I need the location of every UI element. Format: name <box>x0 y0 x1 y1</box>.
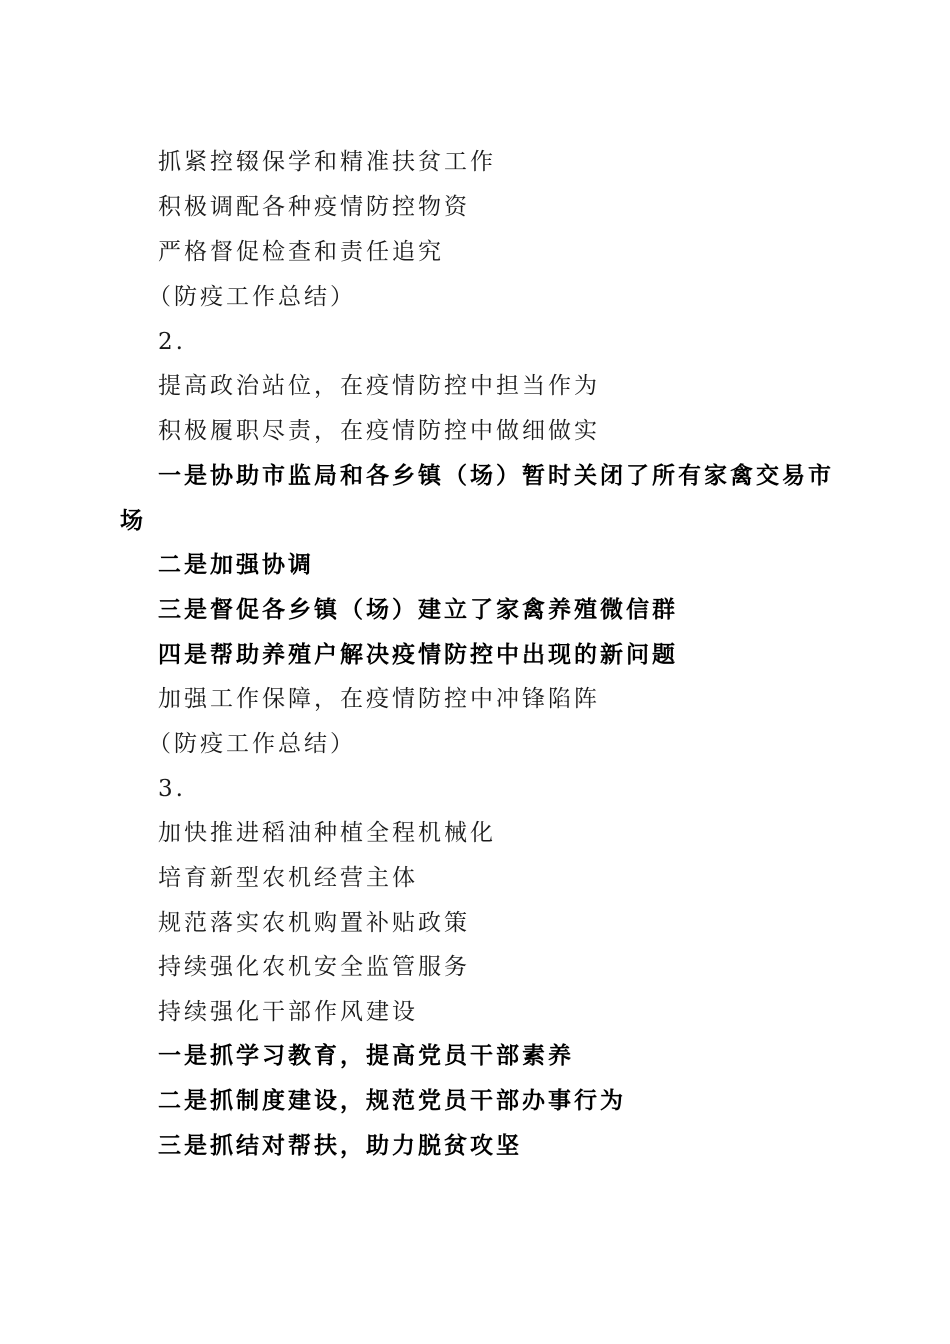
text-line: 加强工作保障，在疫情防控中冲锋陷阵 <box>158 686 600 712</box>
text-line: 四是帮助养殖户解决疫情防控中出现的新问题 <box>158 641 678 668</box>
text-line: 培育新型农机经营主体 <box>158 865 418 891</box>
text-line: 一是抓学习教育，提高党员干部素养 <box>158 1042 574 1069</box>
text-line: 严格督促检查和责任追究 <box>158 239 444 265</box>
text-line: 三是抓结对帮扶，助力脱贫攻坚 <box>158 1132 522 1159</box>
text-line: （防疫工作总结） <box>148 284 356 310</box>
text-line: 抓紧控辍保学和精准扶贫工作 <box>158 149 496 175</box>
text-line: 三是督促各乡镇（场）建立了家禽养殖微信群 <box>158 596 678 623</box>
text-line: 持续强化干部作风建设 <box>158 999 418 1025</box>
text-line: 提高政治站位，在疫情防控中担当作为 <box>158 373 600 399</box>
text-line: 二是加强协调 <box>158 551 314 578</box>
text-line: 规范落实农机购置补贴政策 <box>158 910 470 936</box>
text-line: （防疫工作总结） <box>148 731 356 757</box>
section-number: 2. <box>158 329 186 355</box>
text-line: 二是抓制度建设，规范党员干部办事行为 <box>158 1087 626 1114</box>
section-number: 3. <box>158 776 186 802</box>
text-line: 一是协助市监局和各乡镇（场）暂时关闭了所有家禽交易市 <box>158 462 834 489</box>
text-line: 场 <box>120 507 146 534</box>
text-line: 积极调配各种疫情防控物资 <box>158 194 470 220</box>
text-line: 持续强化农机安全监管服务 <box>158 954 470 980</box>
text-line: 积极履职尽责，在疫情防控中做细做实 <box>158 418 600 444</box>
text-line: 加快推进稻油种植全程机械化 <box>158 820 496 846</box>
